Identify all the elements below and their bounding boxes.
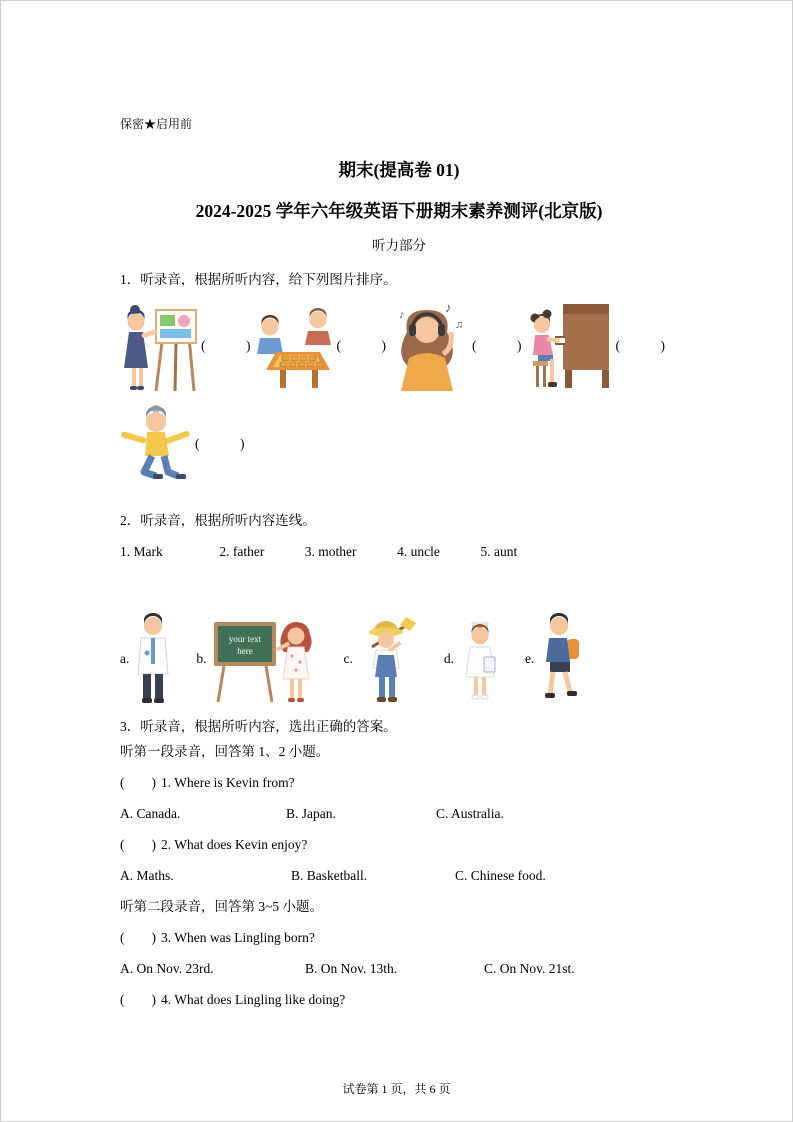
nurse-icon xyxy=(459,615,501,703)
q3-part1-intro: 听第一段录音，回答第 1、2 小题。 xyxy=(120,744,330,759)
woman-listening-music-illustration xyxy=(389,298,469,393)
q1-answer-blank-5: ( ) xyxy=(195,436,245,451)
q2-label-b: b. xyxy=(196,651,207,666)
q2-label-a: a. xyxy=(120,651,130,666)
page-footer: 试卷第 1 页，共 6 页 xyxy=(342,1082,451,1096)
svg-text:♪: ♪ xyxy=(445,300,452,315)
q3-question-1-text: 1. Where is Kevin from? xyxy=(161,775,295,790)
q3-options-1 xyxy=(120,798,678,829)
q1-picture-row xyxy=(120,298,678,393)
q2-word-row xyxy=(120,543,678,561)
q3-question-3 xyxy=(120,922,678,953)
boy-skating-icon xyxy=(120,403,192,485)
q3-answer-blank-4: ( ) xyxy=(120,992,156,1007)
q3-question-2 xyxy=(120,829,678,860)
blackboard-text-line2: here xyxy=(236,646,253,656)
q1-picture-row-2 xyxy=(120,403,678,485)
q3-question-4-text: 4. What does Lingling like doing? xyxy=(161,992,346,1007)
q3-options-3 xyxy=(120,953,678,984)
q3-option-2a: A. Maths. xyxy=(120,868,174,883)
girl-playing-piano-illustration xyxy=(525,298,613,393)
q2-word-mother: 3. mother xyxy=(304,544,357,559)
q2-label-e: e. xyxy=(525,651,535,666)
q2-item-c xyxy=(344,613,420,705)
woman-listening-music-icon xyxy=(389,298,469,393)
q2-item-e xyxy=(525,613,583,705)
q2-item-d xyxy=(444,615,501,703)
q2-prompt: 2．听录音，根据所听内容连线。 xyxy=(120,513,316,528)
q3-question-4 xyxy=(120,984,678,1015)
q2-picture-row xyxy=(120,613,678,705)
q3-question-3-text: 3. When was Lingling born? xyxy=(161,930,315,945)
q2-label-c: c. xyxy=(343,651,353,666)
q2-item-b xyxy=(196,614,319,704)
farmer-icon xyxy=(358,613,420,705)
exam-title-line1: 期末(提高卷 01) xyxy=(338,160,460,180)
q3-answer-blank-3: ( ) xyxy=(120,930,156,945)
boy-skating-illustration xyxy=(120,403,192,485)
q2-item-a xyxy=(120,613,172,705)
svg-text:♫: ♫ xyxy=(455,319,464,331)
q3-option-1b: B. Japan. xyxy=(286,806,336,821)
q3-answer-blank-1: ( ) xyxy=(120,775,156,790)
q1-prompt: 1．听录音，根据所听内容，给下列图片排序。 xyxy=(120,272,397,287)
q2-word-aunt: 5. aunt xyxy=(480,544,518,559)
q3-option-1c: C. Australia. xyxy=(436,806,504,821)
girl-painting-icon xyxy=(120,298,198,393)
q3-option-2c: C. Chinese food. xyxy=(455,868,546,883)
q3-question-1 xyxy=(120,767,678,798)
exam-title-line2: 2024-2025 学年六年级英语下册期末素养测评(北京版) xyxy=(195,201,603,221)
q1-answer-blank-2: ( ) xyxy=(336,337,386,353)
q2-word-mark: 1. Mark xyxy=(120,544,163,559)
q1-answer-blank-1: ( ) xyxy=(201,337,251,353)
q2-word-father: 2. father xyxy=(219,544,265,559)
q3-option-3c: C. On Nov. 21st. xyxy=(484,961,575,976)
q3-option-3a: A. On Nov. 23rd. xyxy=(120,961,214,976)
q3-option-2b: B. Basketball. xyxy=(291,868,368,883)
q3-option-3b: B. On Nov. 13th. xyxy=(305,961,398,976)
kids-playing-game-illustration xyxy=(254,300,334,392)
doctor-icon xyxy=(134,613,172,705)
q1-answer-blank-4: ( ) xyxy=(615,337,665,353)
kids-playing-game-icon xyxy=(254,300,334,392)
girl-playing-piano-icon xyxy=(525,298,613,393)
blackboard-text-line1: your text xyxy=(228,634,261,644)
q2-label-d: d. xyxy=(443,651,454,666)
security-notice: 保密★启用前 xyxy=(120,117,193,131)
q3-question-2-text: 2. What does Kevin enjoy? xyxy=(161,837,308,852)
teacher-blackboard-icon xyxy=(212,614,320,704)
q2-word-uncle: 4. uncle xyxy=(397,544,440,559)
q3-answer-blank-2: ( ) xyxy=(120,837,156,852)
girl-painting-illustration xyxy=(120,298,198,393)
q3-part2-intro: 听第二段录音，回答第 3~5 小题。 xyxy=(120,899,324,914)
student-boy-icon xyxy=(539,613,583,705)
section-label: 听力部分 xyxy=(372,238,426,253)
q3-prompt: 3．听录音，根据所听内容，选出正确的答案。 xyxy=(120,719,397,734)
q1-answer-blank-3: ( ) xyxy=(472,337,522,353)
q3-option-1a: A. Canada. xyxy=(120,806,181,821)
q3-options-2 xyxy=(120,860,678,891)
svg-text:♪: ♪ xyxy=(399,309,405,321)
